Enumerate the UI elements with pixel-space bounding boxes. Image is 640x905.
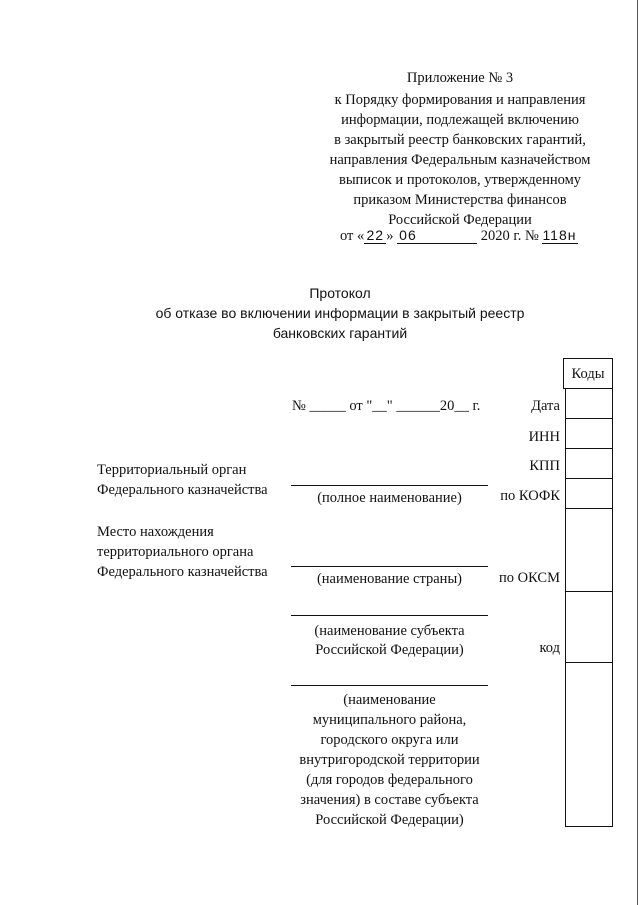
protocol-subtitle-1: об отказе во включении информации в закрытый реестр (155, 305, 525, 321)
appendix-line-1: к Порядку формирования и направления (334, 92, 586, 108)
label-inn: ИНН (528, 429, 560, 445)
caption-country: (наименование страны) (316, 571, 463, 587)
caption-municipal-3: городского округа или (320, 732, 459, 748)
code-cell-date (565, 388, 613, 419)
label-kpp: КПП (529, 458, 560, 474)
caption-full-name: (полное наименование) (317, 490, 462, 506)
date-day: 22 (364, 228, 386, 244)
caption-municipal-5: (для городов федерального (306, 772, 473, 788)
appendix-line-2: информации, подлежащей включению (341, 112, 579, 128)
label-kod: код (539, 640, 560, 656)
code-cell-kpp (565, 448, 613, 479)
label-location-3: Федерального казначейства (97, 564, 268, 580)
appendix-line-7: Российской Федерации (388, 212, 532, 228)
caption-municipal-4: внутригородской территории (299, 752, 480, 768)
appendix-date (340, 226, 578, 246)
label-territorial-1: Территориальный орган (97, 462, 247, 478)
caption-municipal-2: муниципального района, (312, 712, 467, 728)
label-kofk: по КОФК (500, 488, 560, 504)
label-oksm: по ОКСМ (499, 570, 560, 586)
page-edge (637, 0, 638, 905)
label-location-2: территориального органа (97, 544, 254, 560)
caption-subject-1: (наименование субъекта (314, 623, 465, 639)
caption-subject-2: Российской Федерации) (315, 642, 464, 658)
appendix-title: Приложение № 3 (406, 70, 514, 86)
protocol-title: Протокол (309, 285, 371, 301)
appendix-line-6: приказом Министерства финансов (353, 192, 567, 208)
date-sep: » (386, 228, 394, 244)
code-cell-kofk (565, 478, 613, 509)
appendix-line-4: направления Федеральным казначейством (329, 152, 591, 168)
caption-municipal-7: Российской Федерации) (315, 812, 464, 828)
date-number: 118н (542, 227, 577, 243)
date-month: 06 (397, 228, 477, 244)
code-cell-municipal (565, 662, 613, 827)
protocol-number-line: № _____ от "__" ______20__ г. (292, 398, 481, 414)
line-country (291, 566, 488, 567)
appendix-line-5: выписок и протоколов, утвержденному (338, 172, 582, 188)
code-cell-oksm (565, 508, 613, 592)
label-date: Дата (531, 398, 560, 414)
line-full-name (291, 485, 488, 486)
label-location-1: Место нахождения (97, 524, 214, 540)
line-municipal (291, 685, 488, 686)
protocol-subtitle-2: банковских гарантий (272, 325, 408, 341)
code-cell-inn (565, 418, 613, 449)
line-subject (291, 615, 488, 616)
caption-municipal-1: (наименование (343, 692, 436, 708)
appendix-line-3: в закрытый реестр банковских гарантий, (334, 132, 586, 148)
date-prefix: от « (340, 228, 365, 244)
code-cell-subject (565, 591, 613, 663)
label-territorial-2: Федерального казначейства (97, 482, 268, 498)
date-year-text: 2020 г. № (480, 228, 539, 244)
caption-municipal-6: значения) в составе субъекта (300, 792, 479, 808)
codes-header: Коды (571, 366, 605, 382)
